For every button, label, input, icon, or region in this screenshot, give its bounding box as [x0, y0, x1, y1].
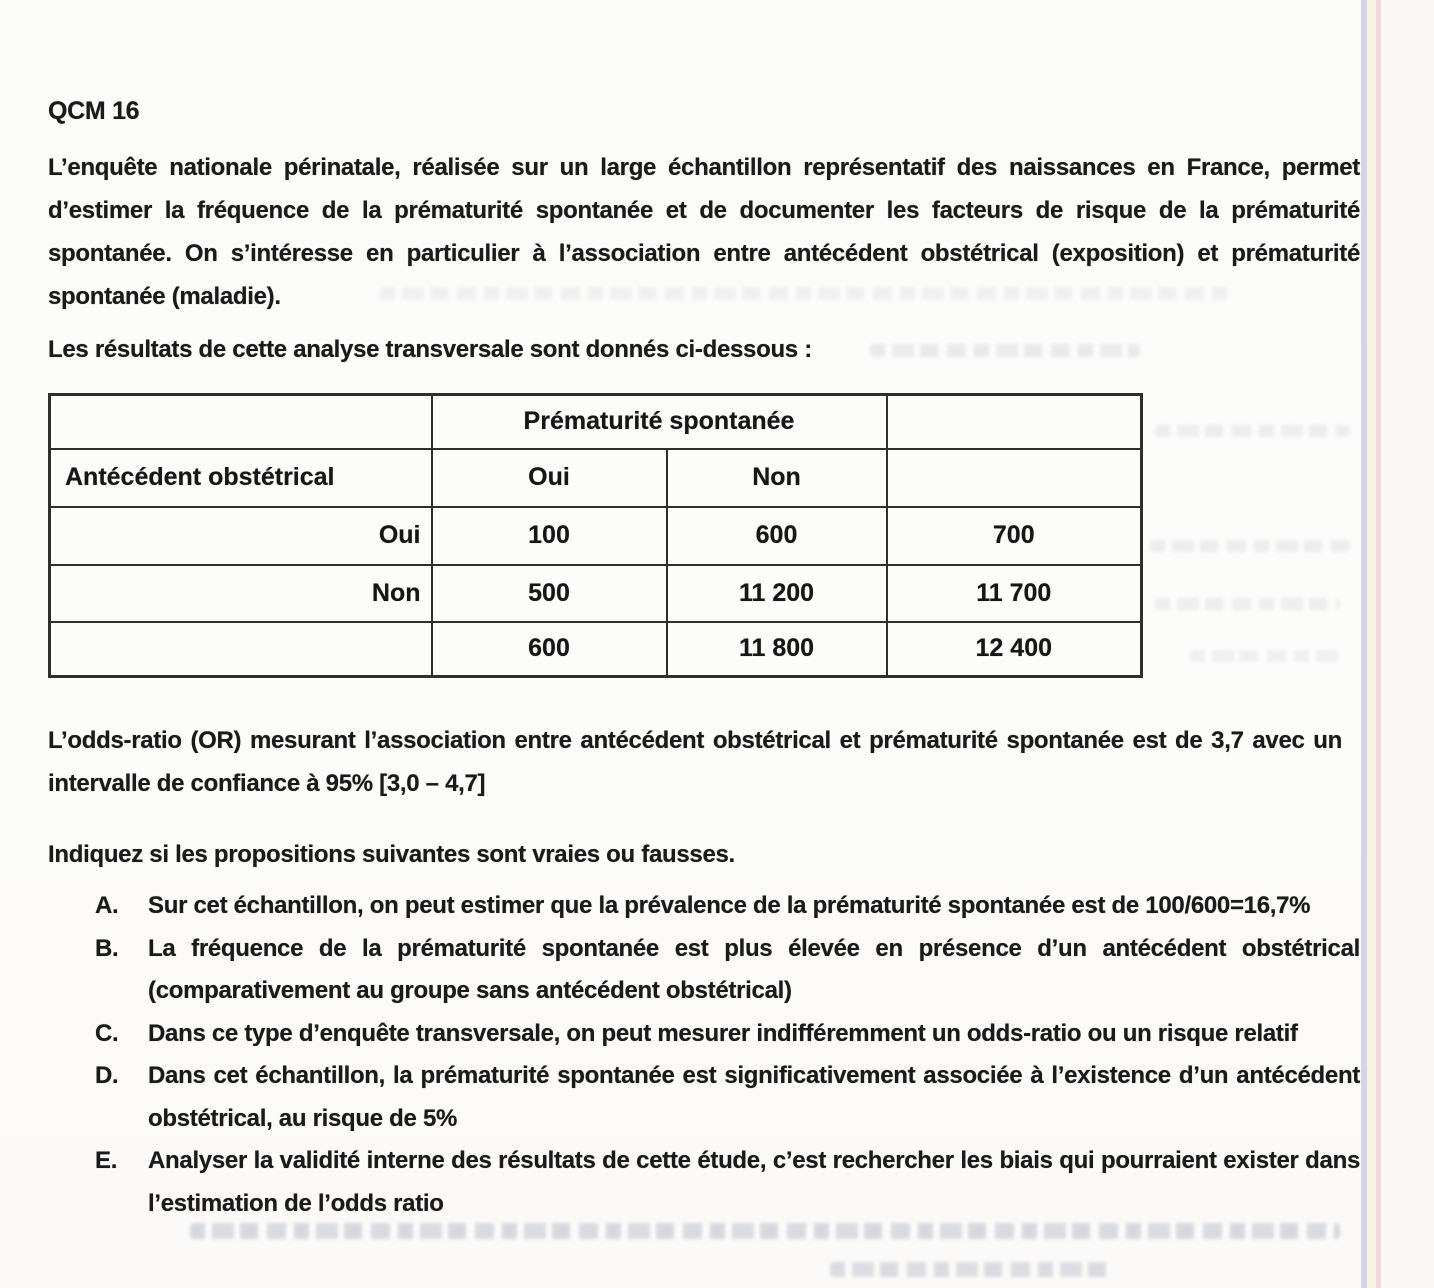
ink-bleed-artifact	[1190, 650, 1340, 662]
column-header-non-cell: Non	[667, 449, 887, 507]
empty-cell	[50, 395, 432, 449]
proposition-text: Sur cet échantillon, on peut estimer que la prévalence de la prématurité spontanée est de 100/600=16,7%	[148, 892, 1311, 919]
proposition-e	[48, 1140, 1360, 1225]
empty-cell	[887, 395, 1142, 449]
total-cell: 700	[887, 507, 1142, 565]
value-cell: 100	[432, 507, 667, 565]
scanner-background	[1381, 0, 1434, 1288]
ink-bleed-artifact	[1155, 425, 1350, 437]
total-cell: 11 700	[887, 565, 1142, 622]
ink-bleed-artifact	[830, 1262, 1110, 1277]
proposition-letter: B.	[95, 934, 119, 962]
table-row	[50, 507, 1142, 565]
column-group-header-cell: Prématurité spontanée	[432, 395, 887, 449]
value-cell: 11 200	[667, 565, 887, 622]
propositions-list	[48, 885, 1360, 1225]
proposition-c	[48, 1013, 1360, 1056]
value-cell: 11 800	[667, 622, 887, 677]
table-row	[50, 449, 1142, 507]
odds-ratio-statement: L’odds-ratio (OR) mesurant l’association entre antécédent obstétrical et prématurité spontanée est de 3,7 avec un intervalle de confiance à 95% [3,0 – 4,7]	[48, 727, 1342, 797]
ink-bleed-artifact	[1150, 540, 1350, 552]
value-cell: 500	[432, 565, 667, 622]
row-group-header-cell: Antécédent obstétrical	[50, 449, 432, 507]
proposition-letter: A.	[95, 892, 119, 919]
results-intro-line: Les résultats de cette analyse transversale sont donnés ci-dessous :	[48, 336, 812, 363]
instruction-line: Indiquez si les propositions suivantes sont vraies ou fausses.	[48, 841, 735, 868]
proposition-b	[48, 928, 1360, 1013]
row-label-cell: Non	[50, 565, 432, 622]
proposition-text: Dans ce type d’enquête transversale, on peut mesurer indifféremment un odds-ratio ou un risque relatif	[148, 1019, 1298, 1047]
column-header-oui-cell: Oui	[432, 449, 667, 507]
intro-paragraph: L’enquête nationale périnatale, réalisée sur un large échantillon représentatif des naissances en France, permet d’estimer la fréquence de la prématurité spontanée et de documenter les facteurs de risque de la prématurité spontanée. On s’intéresse en particulier à l’association entre antécédent obstétrical (exposition) et prématurité spontanée (maladie).	[48, 154, 1360, 310]
question-number-heading: QCM 16	[48, 97, 140, 125]
row-label-cell	[50, 622, 432, 677]
proposition-letter: E.	[95, 1147, 118, 1174]
total-cell: 12 400	[887, 622, 1142, 677]
table-row	[50, 395, 1142, 449]
table-row	[50, 622, 1142, 677]
proposition-a	[48, 885, 1360, 928]
proposition-d	[48, 1055, 1360, 1140]
table-row	[50, 565, 1142, 622]
empty-cell	[887, 449, 1142, 507]
proposition-text: Dans cet échantillon, la prématurité spontanée est significativement associée à l’existence d’un antécédent obstétrical, au risque de 5%	[148, 1062, 1360, 1132]
contingency-table	[48, 393, 1143, 678]
proposition-text: La fréquence de la prématurité spontanée est plus élevée en présence d’un antécédent obstétrical (comparativement au groupe sans antécédent obstétrical)	[148, 934, 1360, 1004]
ink-bleed-artifact	[1155, 598, 1340, 610]
proposition-text: Analyser la validité interne des résultats de cette étude, c’est rechercher les biais qui pourraient exister dans l’estimation de l’odds ratio	[148, 1147, 1360, 1217]
ink-bleed-artifact	[380, 287, 1230, 300]
value-cell: 600	[667, 507, 887, 565]
proposition-letter: D.	[95, 1062, 119, 1089]
page-edge-cream-strip	[1367, 0, 1376, 1288]
ink-bleed-artifact	[190, 1223, 1340, 1239]
row-label-cell: Oui	[50, 507, 432, 565]
proposition-letter: C.	[95, 1019, 119, 1047]
value-cell: 600	[432, 622, 667, 677]
ink-bleed-artifact	[870, 344, 1140, 357]
